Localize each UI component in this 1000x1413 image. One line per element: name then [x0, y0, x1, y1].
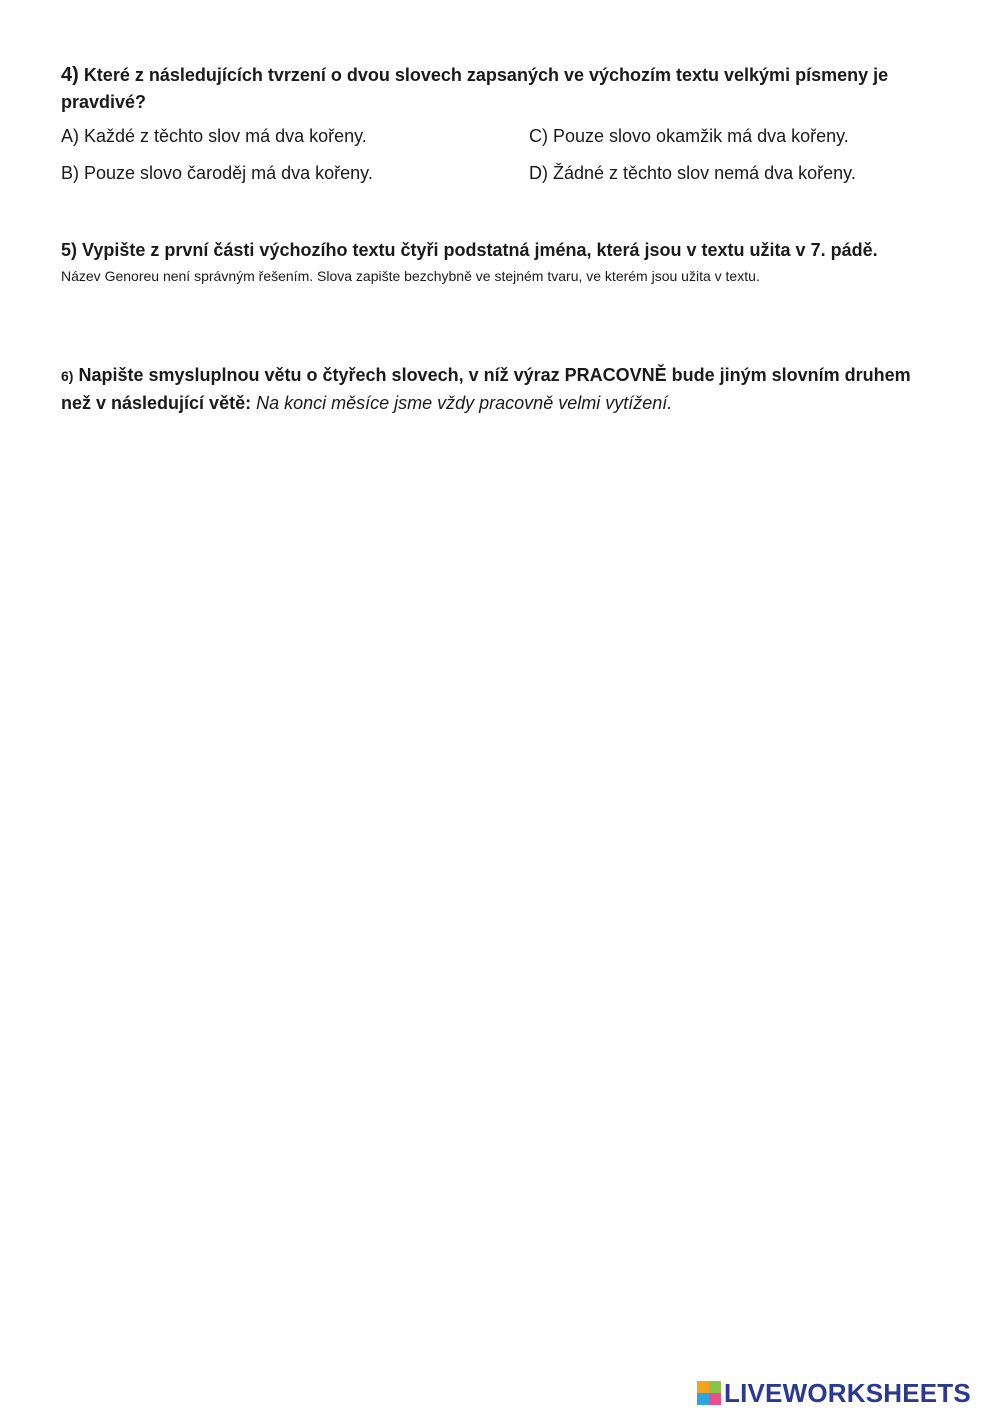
- question-6: [61, 362, 941, 417]
- question-5-note: Název Genoreu není správným řešením. Slova zapište bezchybně ve stejném tvaru, ve kterém jsou užita v textu.: [61, 268, 760, 284]
- question-4-number: 4): [61, 64, 79, 86]
- question-6-example: Na konci měsíce jsme vždy pracovně velmi vytížení.: [256, 393, 673, 413]
- question-5-prompt: Vypište z první části výchozího textu čtyři podstatná jména, která jsou v textu užita v 7. pádě.: [82, 240, 878, 260]
- question-4-prompt: Které z následujících tvrzení o dvou slovech zapsaných ve výchozím textu velkými písmeny je pravdivé?: [61, 65, 889, 112]
- question-4-text: [61, 62, 941, 116]
- question-4: [61, 62, 941, 186]
- option-c[interactable]: C) Pouze slovo okamžik má dva kořeny.: [529, 126, 849, 146]
- question-6-number: 6): [61, 368, 74, 384]
- question-4-options: [61, 124, 941, 186]
- liveworksheets-logo-icon: [697, 1381, 721, 1405]
- question-5: [61, 237, 941, 286]
- liveworksheets-brand: [697, 1378, 971, 1408]
- question-5-text: [61, 237, 941, 264]
- brand-text: LIVEWORKSHEETS: [724, 1378, 971, 1408]
- option-a[interactable]: A) Každé z těchto slov má dva kořeny.: [61, 126, 367, 146]
- question-6-prompt: Napište smysluplnou větu o čtyřech slovech, v níž výraz PRACOVNĚ bude jiným slovním druhem než v následující větě:: [61, 365, 911, 413]
- question-6-text: [61, 362, 941, 417]
- option-d[interactable]: D) Žádné z těchto slov nemá dva kořeny.: [529, 163, 856, 183]
- question-5-number: 5): [61, 240, 78, 260]
- option-b[interactable]: B) Pouze slovo čaroděj má dva kořeny.: [61, 163, 373, 183]
